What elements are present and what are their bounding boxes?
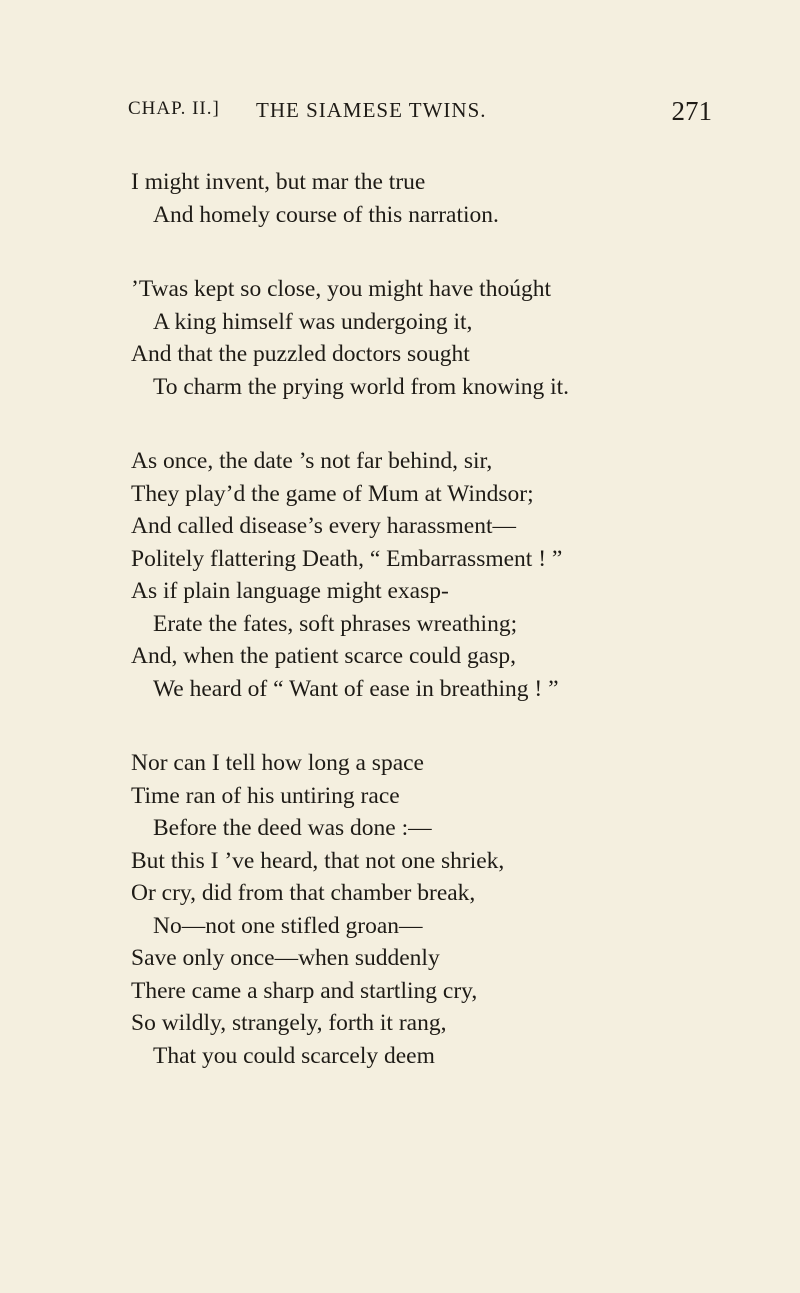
poem-line: There came a sharp and startling cry, (131, 977, 478, 1004)
poem-body (131, 166, 771, 1114)
running-title: THE SIAMESE TWINS. (256, 98, 487, 122)
stanza (131, 747, 771, 1072)
poem-line: Time ran of his untiring race (131, 782, 400, 809)
poem-line: They play’d the game of Mum at Windsor; (131, 480, 534, 507)
poem-line: Nor can I tell how long a space (131, 750, 424, 776)
poem-line: I might invent, but mar the true (131, 169, 426, 195)
stanza (131, 445, 771, 705)
poem-line: To charm the prying world from knowing it. (153, 373, 570, 400)
poem-line: ’Twas kept so close, you might have thoúght (131, 276, 551, 302)
chapter-label: CHAP. II.] (128, 98, 220, 119)
poem-line: Politely flattering Death, “ Embarrassment ! ” (131, 545, 563, 572)
stanza (131, 166, 771, 231)
poem-line: Erate the fates, soft phrases wreathing; (153, 610, 518, 637)
poem-line: We heard of “ Want of ease in breathing ! ” (153, 675, 559, 702)
poem-line: Before the deed was done :— (153, 815, 432, 841)
poem-line: And homely course of this narration. (153, 201, 499, 228)
poem-line: As if plain language might exasp- (131, 578, 449, 604)
stanza (131, 273, 771, 403)
poem-line: As once, the date ’s not far behind, sir, (131, 448, 493, 474)
page-number: 271 (671, 96, 712, 126)
poem-line: No—not one stifled groan— (153, 912, 423, 939)
poem-line: A king himself was undergoing it, (153, 308, 473, 335)
poem-line: So wildly, strangely, forth it rang, (131, 1010, 447, 1036)
poem-line: But this I ’ve heard, that not one shriek, (131, 847, 505, 874)
poem-line: And that the puzzled doctors sought (131, 341, 470, 367)
poem-line: That you could scarcely deem (153, 1042, 435, 1069)
poem-line: Save only once—when suddenly (131, 945, 440, 971)
poem-line: Or cry, did from that chamber break, (131, 880, 476, 906)
running-header (128, 98, 712, 138)
poem-line: And called disease’s every harassment— (131, 513, 517, 539)
poem-line: And, when the patient scarce could gasp, (131, 643, 517, 669)
